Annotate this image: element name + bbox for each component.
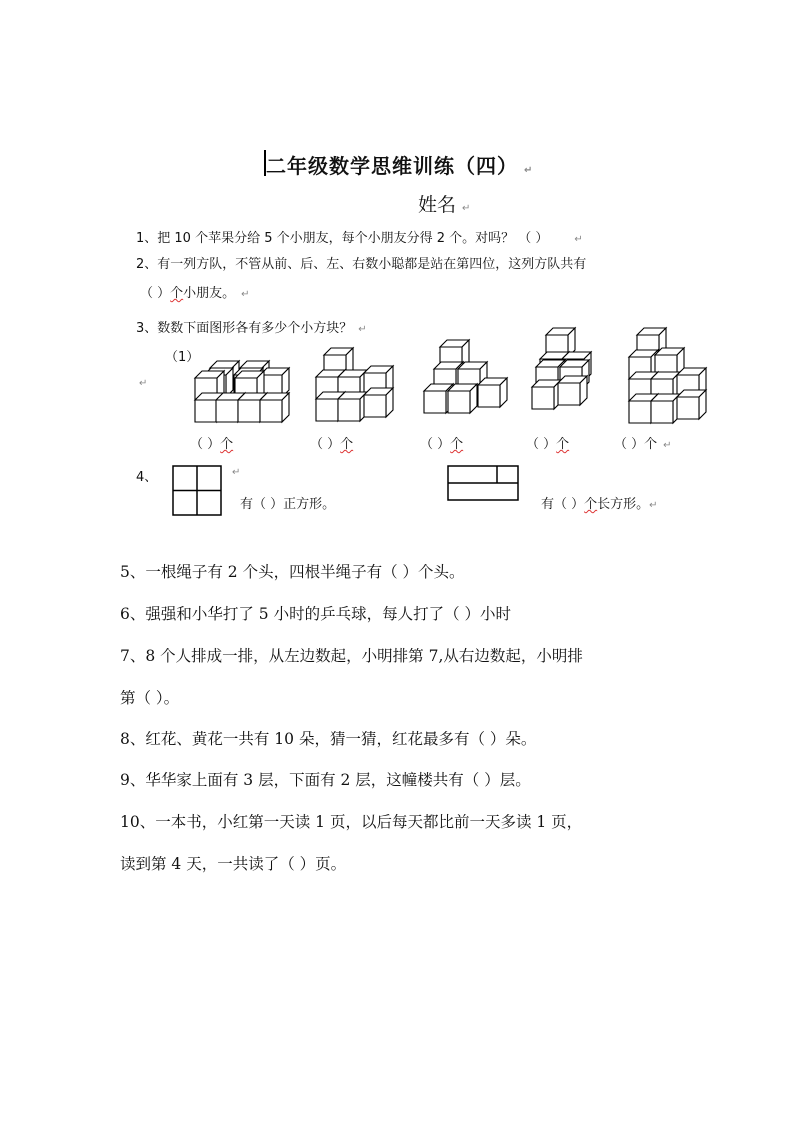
name-label: 姓名 ↵ [418, 194, 471, 216]
square-grid-figure [172, 465, 222, 517]
question-1: 1、把 10 个苹果分给 5 个小朋友，每个小朋友分得 2 个。对吗？ （ ） ↵ [136, 231, 583, 246]
paragraph-mark: ↵ [139, 378, 148, 389]
question-7-line-1: 7、8 个人排成一排，从左边数起，小明排第 7,从右边数起，小明排 [120, 647, 583, 665]
question-4-rectangle-text: 有（ ）个长方形。↵ [541, 497, 658, 512]
small-cube [364, 388, 393, 417]
page-title: 二年级数学思维训练（四） ↵ [266, 154, 534, 178]
question-4-square-text: 有（ ）正方形。 [240, 497, 336, 512]
question-5: 5、一根绳子有 2 个头，四根半绳子有（ ）个头。 [120, 563, 465, 581]
question-8: 8、红花、黄花一共有 10 朵，猜一猜，红花最多有（ ）朵。 [120, 730, 537, 748]
question-3: 3、数数下面图形各有多少个小方块？ ↵ [136, 321, 367, 336]
question-9: 9、华华家上面有 3 层，下面有 2 层，这幢楼共有（ ）层。 [120, 771, 531, 789]
question-10-line-2: 读到第 4 天，一共读了（ ）页。 [120, 855, 347, 873]
small-cube [478, 378, 507, 407]
answer-blank-2: （ ）个 [310, 437, 354, 452]
small-cube [558, 376, 587, 405]
small-cube [532, 380, 561, 409]
small-cube [677, 390, 706, 419]
question-4-label: 4、 [136, 470, 158, 485]
answer-blank-5: （ ）个 ↵ [614, 437, 672, 452]
small-cube [651, 394, 680, 423]
small-cube [338, 392, 367, 421]
cube-figure-4 [528, 325, 608, 415]
question-6: 6、强强和小华打了 5 小时的乒乓球，每人打了（ ）小时 [120, 605, 512, 623]
answer-blank-4: （ ）个 [526, 437, 570, 452]
small-cube [448, 384, 477, 413]
question-7-line-2: 第（ ）。 [120, 689, 180, 707]
small-cube [260, 393, 289, 422]
question-2-line-1: 2、有一列方队，不管从前、后、左、右数小聪都是站在第四位，这列方队共有 [136, 257, 587, 272]
cube-figure-2 [312, 345, 402, 425]
cube-figure-1 [190, 350, 290, 425]
question-10-line-1: 10、一本书，小红第一天读 1 页，以后每天都比前一天多读 1 页， [120, 813, 583, 831]
answer-blank-3: （ ）个 [420, 437, 464, 452]
question-2-line-2: （ ）个小朋友。 ↵ [140, 286, 250, 301]
question-3-sub-label: （1） [165, 350, 200, 365]
paragraph-mark: ↵ [232, 467, 241, 478]
cube-figure-3 [420, 335, 520, 425]
answer-blank-1: （ ）个 [190, 437, 234, 452]
rectangle-figure [447, 465, 520, 502]
cube-figure-5 [625, 325, 715, 425]
